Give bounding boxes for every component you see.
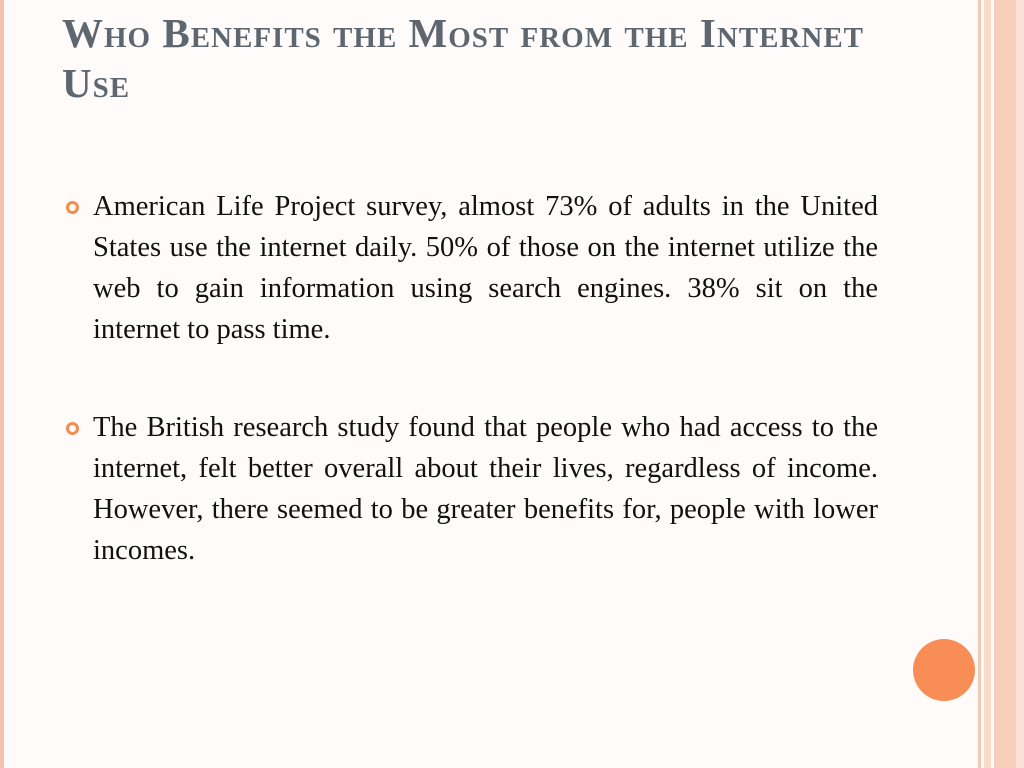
right-stripe-decoration (1016, 0, 1024, 768)
bullet-text: The British research study found that people who had access to the internet, felt better overall about their lives, regardless of income. However, there seemed to be greater benefits for, people with lower incomes. (93, 412, 878, 566)
bullet-icon (66, 201, 79, 214)
slide-title: Who Benefits the Most from the Internet Use (62, 10, 865, 106)
right-stripe-decoration (984, 0, 991, 768)
left-border-decoration (0, 0, 4, 768)
bullet-item (62, 186, 878, 350)
bullet-icon (66, 422, 79, 435)
bullet-item (62, 407, 878, 571)
bullet-text: American Life Project survey, almost 73% of adults in the United States use the internet daily. 50% of those on the internet utilize the web to gain information using search engines. 38% sit on the internet to pass time. (93, 191, 878, 345)
right-stripe-decoration (978, 0, 981, 768)
bullet-list (62, 186, 878, 628)
orange-circle-decoration (913, 639, 975, 701)
